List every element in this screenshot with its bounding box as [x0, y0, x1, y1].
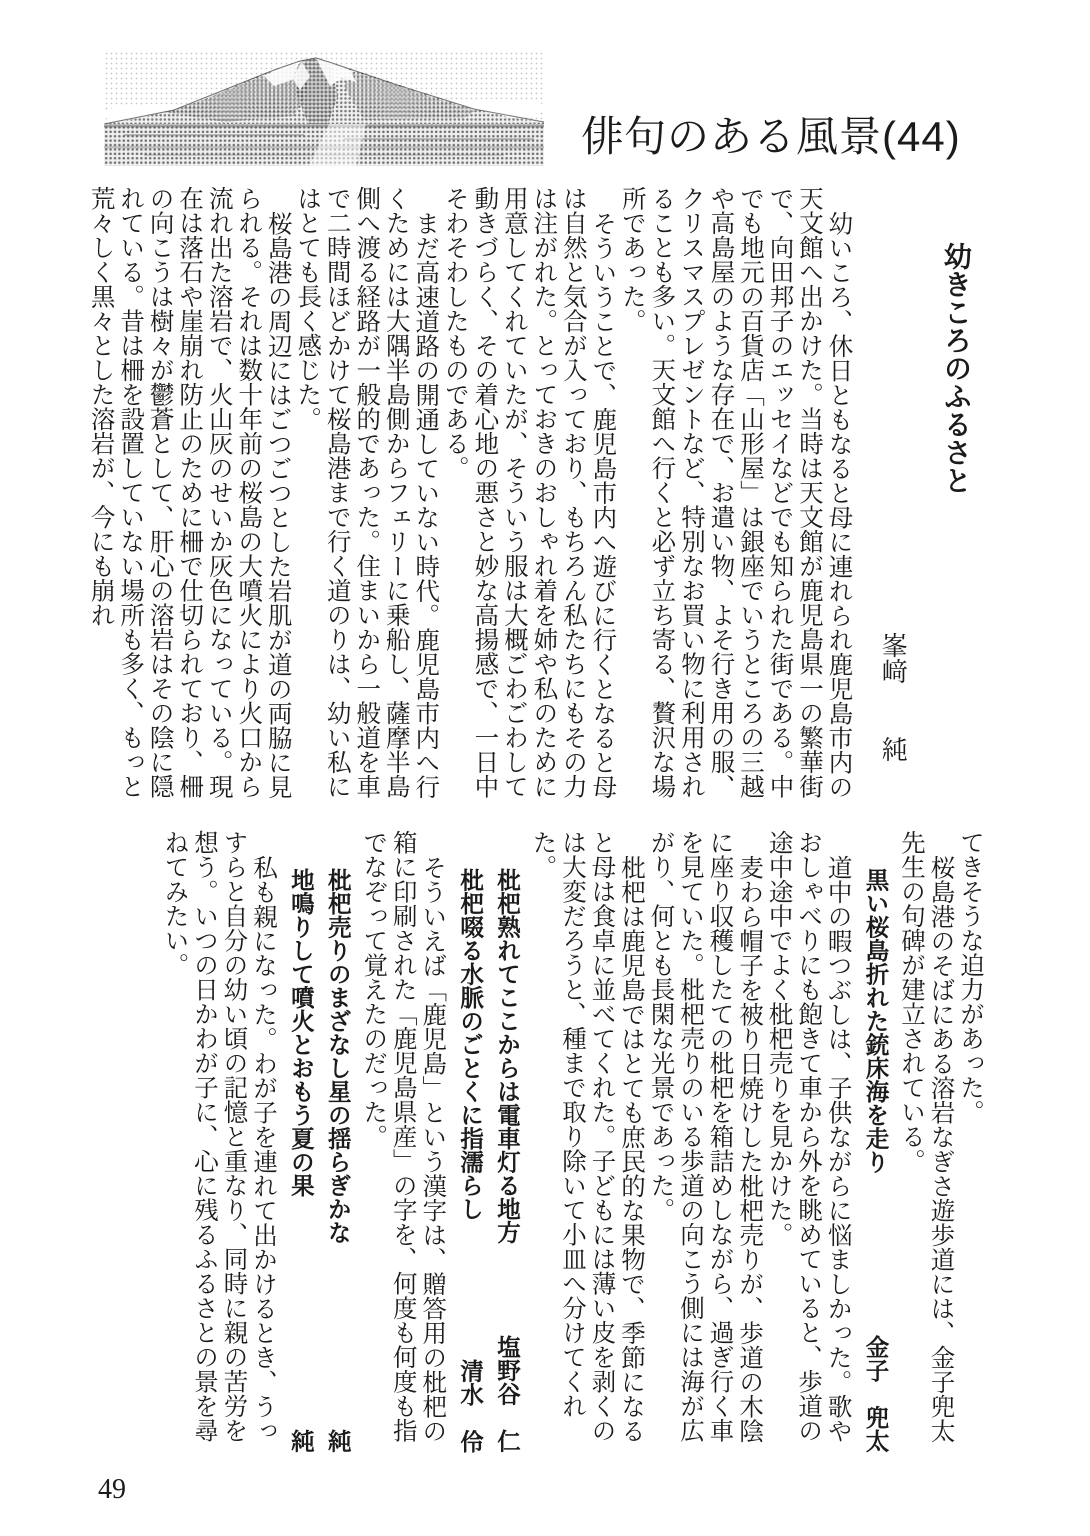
- haiku-jun-1: [322, 830, 352, 1460]
- haiku-poet: 清水 伶: [457, 1358, 484, 1453]
- author-name: 峯﨑 純: [878, 632, 908, 763]
- series-title: 俳句のある風景(44): [581, 113, 961, 160]
- body-paragraph-5: てきそうな迫力があった。: [957, 830, 984, 1124]
- body-paragraph-3: まだ高速道路の開通していない時代。鹿児島市内へ行くためには大隅半島側からフェリーに乗船し、薩摩半島側へ渡る経路が一般的であった。住まいから一般道を車で二時間ほどかけて桜島港まで行く道のりは、幼い私にはとても長く感じた。: [294, 186, 440, 799]
- haiku-poet: 金子 兜太: [862, 1335, 889, 1453]
- haiku-shionoya: [491, 830, 521, 1460]
- haiku-text: 黒い桜島折れた銃床海を走り: [862, 867, 889, 1174]
- haiku-kaneko: [860, 830, 890, 1460]
- haiku-poet: 純: [324, 1429, 351, 1453]
- body-paragraph-9: 枇杷は鹿児島ではとても庶民的な果物で、季節になると母は食卓に並べてくれた。子どもには薄い皮を剥くのは大変だろうと、種まで取り除いて小皿へ分けてくれた。: [529, 830, 645, 1443]
- body-paragraph-8: 麦わら帽子を被り日焼けした枇杷売りが、歩道の木陰に座り収穫したての枇杷を箱詰めしながら、過ぎ行く車を見ていた。枇杷売りのいる歩道の向こう側には海が広がり、何とも長閑な光景であった。: [647, 830, 764, 1443]
- haiku-text: 枇杷啜る水脈のごとくに指濡らし: [457, 867, 484, 1221]
- body-paragraph-2: そういうことで、鹿児島市内へ遊びに行くとなると母は自然と気合が入っており、もちろん私たちにもその力は注がれた。とっておきのおしゃれ着を姉や私のために用意してくれていたが、そういう服は大概ごわごわして動きづらく、その着心地の悪さと妙な高揚感で、一日中そわそわしたものである。: [441, 186, 617, 799]
- article-lower-text-block: [100, 830, 985, 1460]
- haiku-text: 地鳴りして噴火とおもう夏の果: [287, 867, 314, 1197]
- haiku-poet: 塩野谷 仁: [493, 1335, 520, 1453]
- article-upper-text-block: [87, 186, 985, 804]
- sakurajima-illustration: [104, 46, 544, 166]
- haiku-shimizu: [454, 830, 484, 1460]
- body-paragraph-1: 幼いころ、休日ともなると母に連れられ鹿児島市内の天文館へ出かけた。当時は天文館が鹿児島県一の繁華街で、向田邦子のエッセイなどでも知られた街である。中でも地元の百貨店「山形屋」は銀座でいうところの三越や高島屋のような存在で、お遣い物、よそ行き用の服、クリスマスプレゼントなど、特別なお買い物に利用されることも多い。天文館へ行くと必ず立ち寄る、贅沢な場所であった。: [618, 186, 853, 799]
- body-paragraph-4: 桜島港の周辺にはごつごつとした岩肌が道の両脇に見られる。それは数十年前の桜島の大噴火により火口から流れ出た溶岩で、火山灰のせいか灰色になっている。現在は落石や崖崩れ防止のために柵で仕切られており、柵の向こうは樹々が鬱蒼として、肝心の溶岩はその陰に隠れている。昔は柵を設置していない場所も多く、もっと荒々しく黒々とした溶岩が、今にも崩れ: [87, 186, 292, 799]
- article-title: 幼きころのふるさと: [940, 242, 971, 494]
- body-paragraph-10: そういえば「鹿児島」という漢字は、贈答用の枇杷の箱に印刷された「鹿児島県産」の字を、何度も何度も指でなぞって覚えたのだった。: [360, 830, 447, 1443]
- haiku-poet: 純: [287, 1429, 314, 1453]
- page-number: 49: [98, 1474, 126, 1505]
- haiku-jun-2: [285, 830, 315, 1460]
- body-paragraph-11: 私も親になった。わが子を連れて出かけるとき、うっすらと自分の幼い頃の記憶と重なり、同時に親の苦労を想う。いつの日かわが子に、心に残るふるさとの景を尋ねてみたい。: [161, 830, 278, 1443]
- body-paragraph-6: 桜島港のそばにある溶岩なぎさ遊歩道には、金子兜太先生の句碑が建立されている。: [897, 830, 955, 1443]
- haiku-text: 枇杷熟れてここからは電車灯る地方: [493, 867, 520, 1244]
- body-paragraph-7: 道中の暇つぶしは、子供ながらに悩ましかった。歌やおしゃべりにも飽きて車から外を眺めていると、歩道の途中途中でよく枇杷売りを見かけた。: [765, 830, 852, 1443]
- haiku-text: 枇杷売りのまざなし星の揺らぎかな: [324, 867, 351, 1244]
